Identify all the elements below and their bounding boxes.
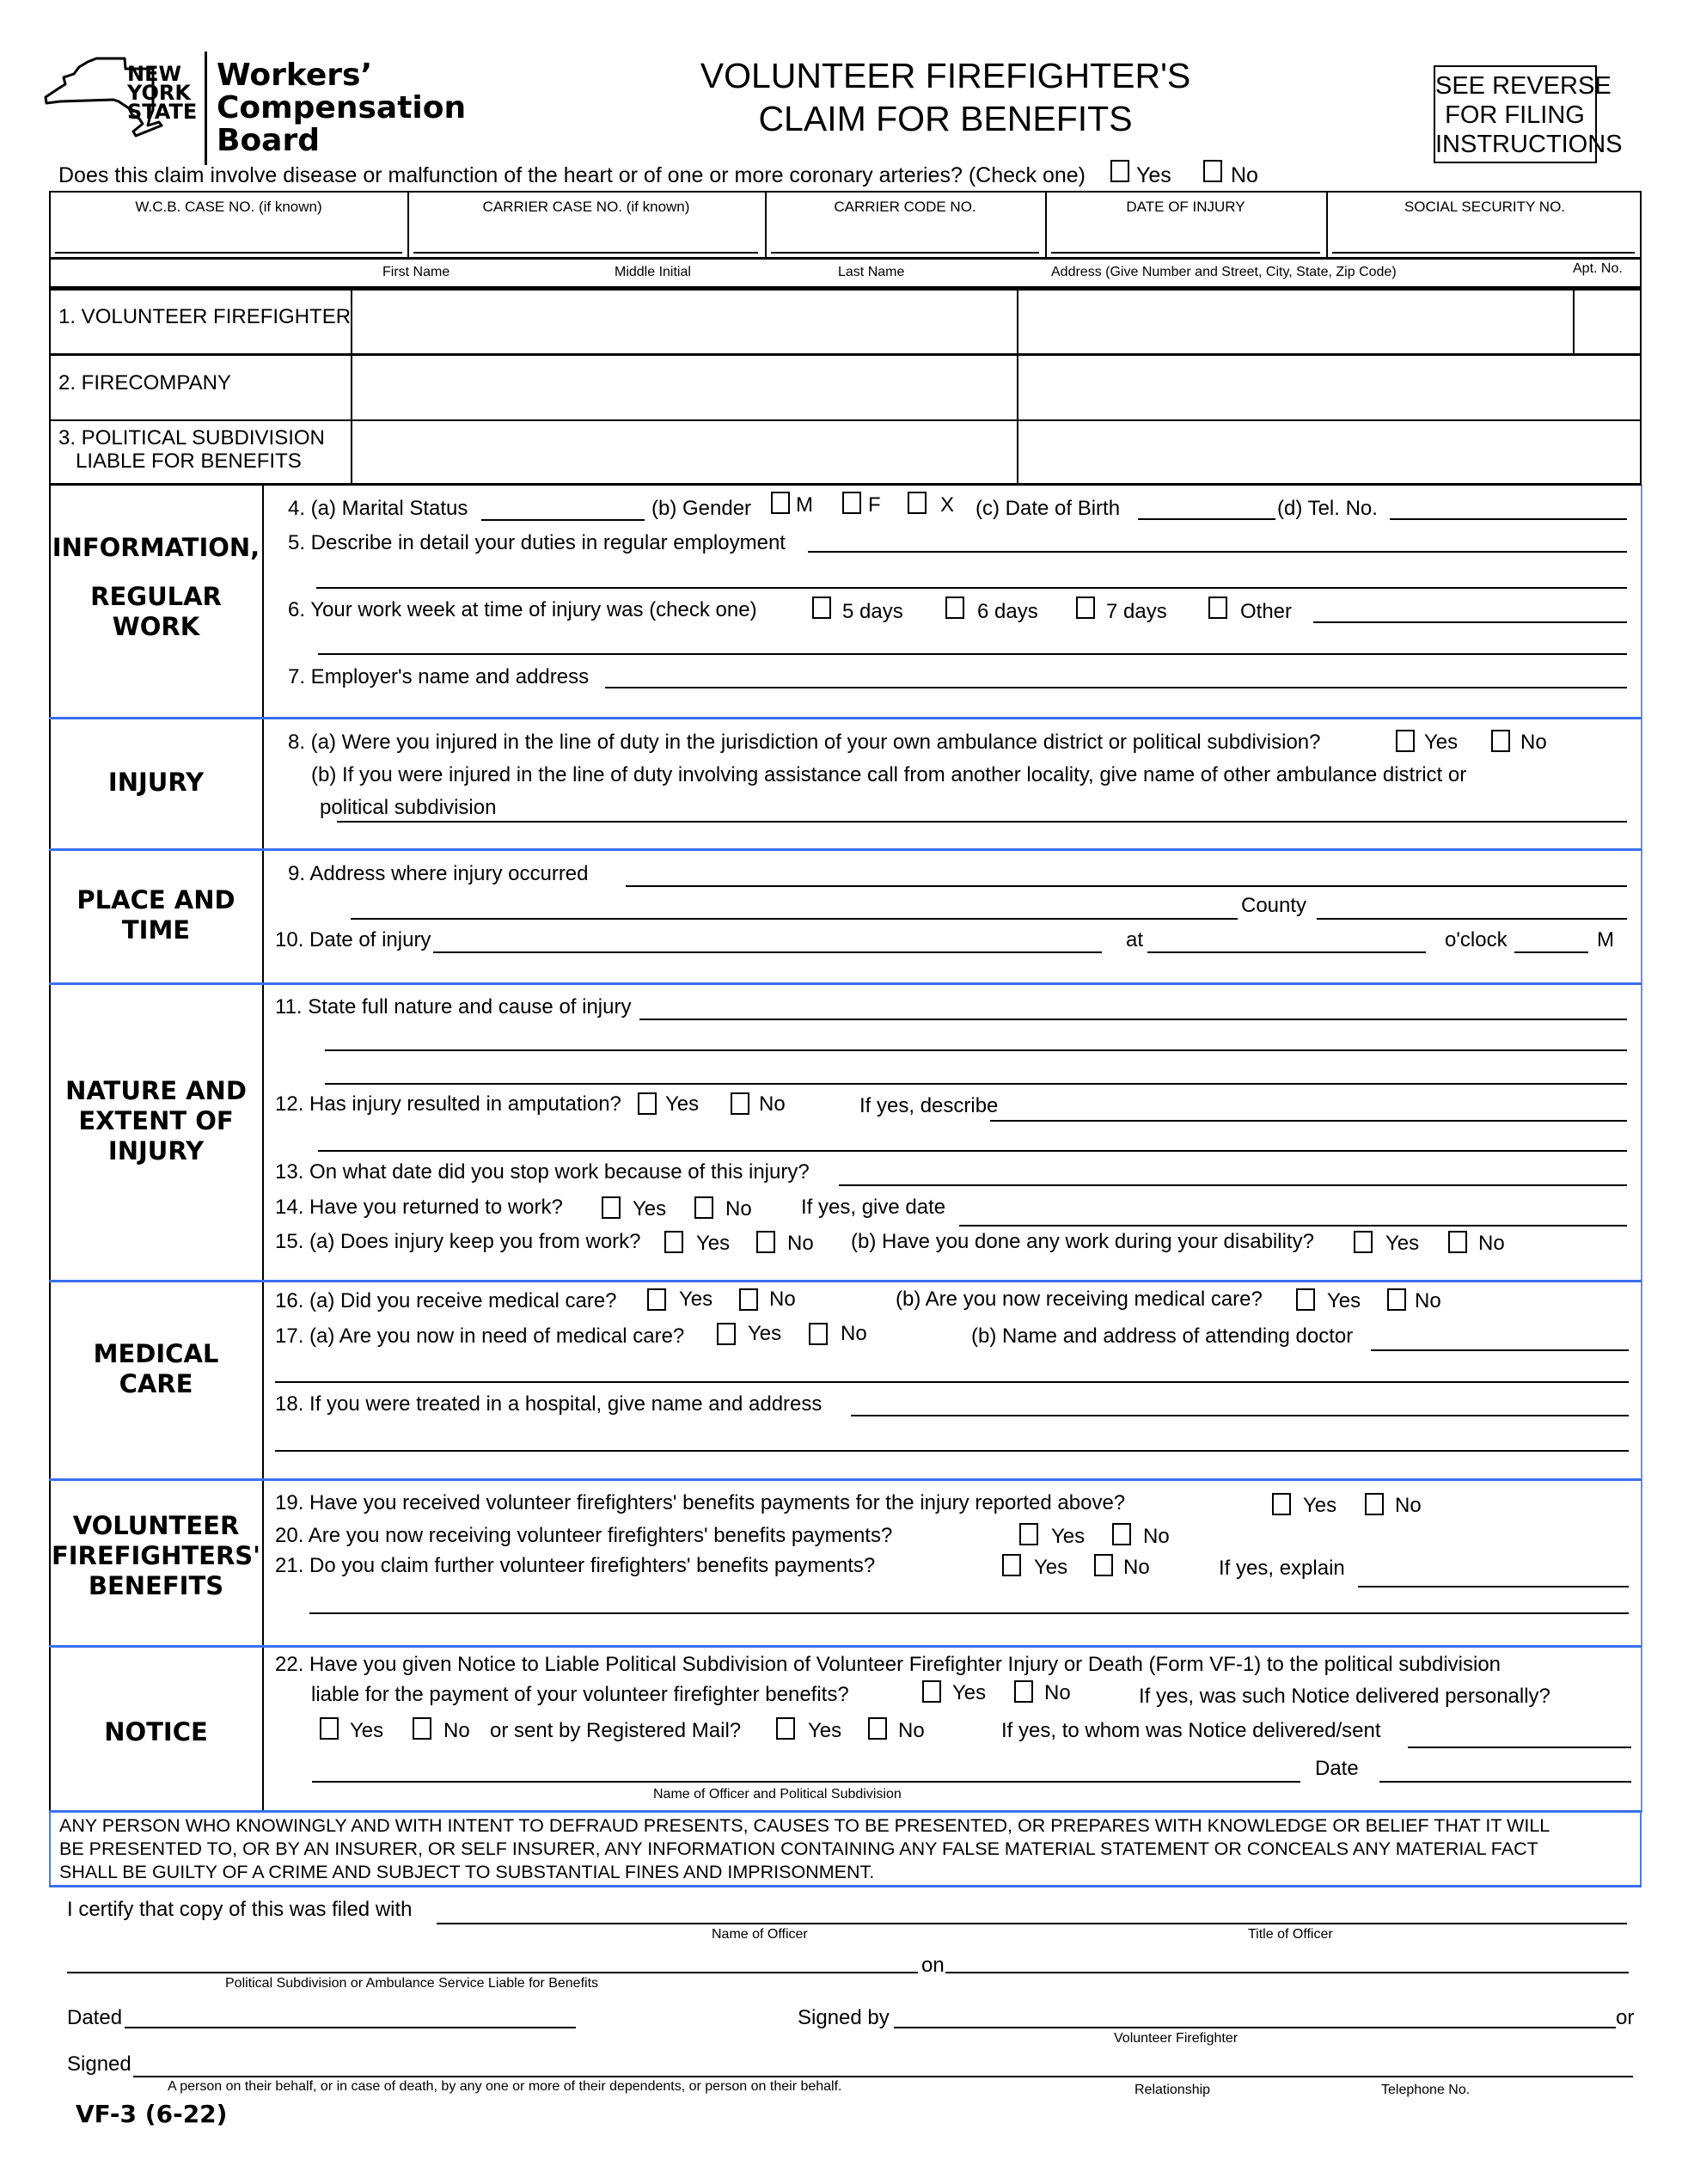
q14-yes-checkbox[interactable] <box>602 1196 621 1219</box>
workweek-6-days-checkbox[interactable] <box>945 596 964 619</box>
sections-right-border <box>1641 485 1642 1813</box>
employer-line <box>605 687 1627 688</box>
gender-m-label: M <box>796 493 813 517</box>
signed-by-line <box>894 2027 1616 2028</box>
m-label: M <box>1597 928 1614 951</box>
first-name-header: First Name <box>382 265 450 279</box>
name-of-officer-caption: Name of Officer <box>712 1927 808 1942</box>
q21-explain-label: If yes, explain <box>1219 1557 1345 1580</box>
signed-on-behalf-line <box>133 2076 1633 2077</box>
see-reverse-line-2: FOR FILING <box>1445 101 1585 129</box>
date-of-injury-header: DATE OF INJURY <box>1126 199 1245 215</box>
logo-agency-line-3: Board <box>217 123 320 158</box>
section-title-nature-line-1: NATURE AND <box>65 1076 247 1105</box>
q8a-no-checkbox[interactable] <box>1491 730 1510 752</box>
q21-no-checkbox[interactable] <box>1094 1554 1113 1576</box>
logo-divider <box>205 52 207 165</box>
q20-no-checkbox[interactable] <box>1112 1523 1131 1545</box>
q14-no-label: No <box>725 1197 752 1220</box>
gender-x-label: X <box>940 493 955 517</box>
registered-mail-yes-label: Yes <box>808 1719 842 1742</box>
last-name-header: Last Name <box>838 265 905 279</box>
injury-address-line-2 <box>351 918 1238 920</box>
notice-date-line <box>1379 1781 1631 1783</box>
workweek-7-days-checkbox[interactable] <box>1076 596 1095 619</box>
injury-time-line <box>1147 951 1426 953</box>
q15a-no-checkbox[interactable] <box>756 1231 775 1253</box>
section-title-place-line-1: PLACE AND <box>76 885 235 915</box>
q21-label: 21. Do you claim further volunteer firefighters' benefits payments? <box>275 1554 876 1577</box>
injury-cause-line-1 <box>639 1019 1627 1020</box>
section-title-info-line-2: REGULAR <box>90 582 222 611</box>
section-title-notice-line-1: NOTICE <box>104 1717 208 1747</box>
q13-label: 13. On what date did you stop work because of this injury? <box>275 1160 810 1184</box>
row-divider-2 <box>49 419 1642 421</box>
q4c-label: (c) Date of Birth <box>975 497 1121 520</box>
section-divider-injury <box>49 717 1642 719</box>
workweek-extra-line <box>318 653 1627 655</box>
q22-label-1: 22. Have you given Notice to Liable Political Subdivision of Volunteer Firefighter Injury or Death (Form VF-1) to the political subdivision <box>275 1653 1501 1676</box>
q17a-yes-checkbox[interactable] <box>717 1323 736 1345</box>
q22-whom-label: If yes, to whom was Notice delivered/sent <box>1001 1719 1381 1742</box>
on-behalf-caption: A person on their behalf, or in case of death, by any one or more of their dependents, or person on their behalf. <box>168 2079 842 2094</box>
section-title-benefits-line-3: BENEFITS <box>88 1571 224 1600</box>
q22-yes-checkbox[interactable] <box>922 1680 941 1703</box>
section-divider-benefits <box>49 1478 1642 1481</box>
certify-label: I certify that copy of this was filed with <box>67 1898 413 1921</box>
section-divider-place <box>49 848 1642 851</box>
am-pm-line <box>1514 951 1588 953</box>
marital-status-line <box>481 519 645 521</box>
row-political-subdivision-label-1: 3. POLITICAL SUBDIVISION <box>58 426 325 450</box>
fraud-warning-line-2: BE PRESENTED TO, OR BY AN INSURER, OR SELF INSURER, ANY INFORMATION CONTAINING ANY FALSE MATERIAL STATEMENT OR CONCEALS ANY MATERIAL FACT <box>59 1838 1538 1859</box>
workweek-other-label: Other <box>1240 600 1293 623</box>
section-title-info <box>50 533 262 642</box>
section-title-medical <box>50 1339 262 1399</box>
delivered-personally-yes-checkbox[interactable] <box>320 1717 339 1740</box>
q20-no-label: No <box>1143 1525 1170 1548</box>
form-title-line-2: CLAIM FOR BENEFITS <box>758 99 1133 138</box>
fraud-warning-box <box>49 1812 1642 1887</box>
q16a-label: 16. (a) Did you receive medical care? <box>275 1289 617 1312</box>
delivered-personally-no-label: No <box>443 1719 470 1742</box>
q4b-label: (b) Gender <box>651 497 752 520</box>
q19-yes-label: Yes <box>1303 1494 1337 1517</box>
form-title-line-1: VOLUNTEER FIREFIGHTER'S <box>700 56 1191 95</box>
injury-cause-line-2 <box>325 1049 1627 1051</box>
q19-no-label: No <box>1395 1494 1422 1517</box>
q12-no-checkbox[interactable] <box>731 1092 749 1115</box>
or-label: or <box>1616 2006 1635 2029</box>
doctor-line-1 <box>1371 1349 1629 1351</box>
section-title-injury <box>50 768 262 798</box>
firecompany-name-input[interactable] <box>356 361 1012 414</box>
section-title-info-line-1: INFORMATION, <box>52 533 260 562</box>
q6-label: 6. Your work week at time of injury was (check one) <box>288 598 757 621</box>
q21-explain-line <box>1358 1586 1629 1588</box>
q17a-yes-label: Yes <box>748 1322 782 1345</box>
q15b-no-checkbox[interactable] <box>1448 1231 1467 1253</box>
section-title-injury-line-1: INJURY <box>107 768 205 797</box>
fraud-warning-line-3: SHALL BE GUILTY OF A CRIME AND SUBJECT TO SUBSTANTIAL FINES AND IMPRISONMENT. <box>59 1862 875 1882</box>
registered-mail-no-checkbox[interactable] <box>868 1717 887 1740</box>
q16a-yes-label: Yes <box>679 1288 713 1311</box>
apt-col-divider <box>1573 288 1575 354</box>
wcb-case-underline <box>55 252 402 254</box>
amputation-describe-line <box>990 1120 1627 1122</box>
firefighter-address-input[interactable] <box>1023 297 1568 346</box>
q19-label: 19. Have you received volunteer firefighters' benefits payments for the injury reported above? <box>275 1491 1126 1514</box>
workweek-other-line <box>1313 621 1627 623</box>
at-label: at <box>1126 928 1144 951</box>
carrier-code-no-input[interactable] <box>770 223 1042 251</box>
firefighter-apt-input[interactable] <box>1578 297 1640 346</box>
workweek-6-days-label: 6 days <box>977 600 1038 623</box>
q18-label: 18. If you were treated in a hospital, give name and address <box>275 1392 823 1416</box>
q14-date-label: If yes, give date <box>801 1196 946 1219</box>
injury-cause-line-3 <box>325 1083 1627 1085</box>
row-volunteer-firefighter-label: 1. VOLUNTEER FIREFIGHTER <box>58 305 352 328</box>
signed-label: Signed <box>67 2052 131 2076</box>
q15a-yes-label: Yes <box>696 1232 731 1255</box>
heart-no-checkbox[interactable] <box>1203 160 1222 182</box>
q16b-yes-checkbox[interactable] <box>1296 1288 1315 1311</box>
section-title-place-line-2: TIME <box>121 915 191 945</box>
carrier-code-no-header: CARRIER CODE NO. <box>834 199 976 215</box>
q21-no-label: No <box>1123 1556 1150 1579</box>
q16a-yes-checkbox[interactable] <box>647 1288 666 1311</box>
other-district-line <box>337 821 1627 823</box>
q14-label: 14. Have you returned to work? <box>275 1196 563 1219</box>
certify-filed-with-line <box>437 1923 1627 1924</box>
q16b-label: (b) Are you now receiving medical care? <box>896 1288 1263 1311</box>
tel-no-line <box>1390 518 1627 520</box>
heart-yes-checkbox[interactable] <box>1110 160 1129 182</box>
dated-line <box>125 2027 576 2028</box>
filed-on-date-line <box>945 1972 1629 1973</box>
q8a-label: 8. (a) Were you injured in the line of duty in the jurisdiction of your own ambulance district or political subdivision? <box>288 731 1321 754</box>
subdivision-caption: Political Subdivision or Ambulance Service Liable for Benefits <box>225 1976 599 1991</box>
dated-label: Dated <box>67 2006 123 2029</box>
date-of-injury-underline <box>1051 252 1320 254</box>
q7-label: 7. Employer's name and address <box>288 665 590 688</box>
q16b-no-checkbox[interactable] <box>1387 1288 1406 1311</box>
section-title-benefits-line-2: FIREFIGHTERS' <box>51 1541 261 1570</box>
apt-no-header: Apt. No. <box>1573 261 1623 276</box>
q12-label: 12. Has injury resulted in amputation? <box>275 1092 621 1116</box>
logo-state-line-3: STATE <box>127 100 198 124</box>
delivered-to-line <box>1408 1747 1631 1748</box>
form-id: VF-3 (6-22) <box>76 2100 228 2128</box>
registered-mail-yes-checkbox[interactable] <box>776 1717 795 1740</box>
section-divider-top <box>49 483 1642 486</box>
q20-label: 20. Are you now receiving volunteer firefighters' benefits payments? <box>275 1524 893 1547</box>
section-title-nature <box>50 1076 262 1166</box>
political-subdivision-name-input[interactable] <box>356 426 1012 480</box>
label-col-divider <box>351 288 352 485</box>
duties-line-1 <box>808 551 1627 553</box>
gender-m-checkbox[interactable] <box>771 492 790 514</box>
carrier-case-underline <box>413 252 758 254</box>
title-of-officer-caption: Title of Officer <box>1248 1927 1333 1942</box>
q12-yes-label: Yes <box>665 1092 700 1116</box>
doctor-line-2 <box>275 1381 1629 1383</box>
q19-yes-checkbox[interactable] <box>1272 1493 1291 1515</box>
q8b-label-2: political subdivision <box>320 796 497 819</box>
q17a-label: 17. (a) Are you now in need of medical care? <box>275 1324 685 1348</box>
return-date-line <box>959 1225 1627 1227</box>
q16a-no-checkbox[interactable] <box>739 1288 758 1311</box>
date-of-birth-line <box>1138 518 1275 520</box>
q17a-no-checkbox[interactable] <box>809 1323 828 1345</box>
heart-no-label: No <box>1231 163 1258 187</box>
logo-state-line-1: NEW <box>127 62 181 86</box>
q8a-yes-label: Yes <box>1424 731 1459 754</box>
logo-agency-line-2: Compensation <box>217 90 467 125</box>
ssn-input[interactable] <box>1332 223 1636 251</box>
firecompany-address-input[interactable] <box>1023 361 1636 414</box>
carrier-case-no-input[interactable] <box>413 223 760 251</box>
address-header: Address (Give Number and Street, City, State, Zip Code) <box>1051 265 1397 279</box>
q17b-label: (b) Name and address of attending doctor <box>971 1324 1354 1348</box>
see-reverse-notice-box <box>1434 65 1623 163</box>
sections-label-divider <box>262 485 264 1813</box>
q11-label: 11. State full nature and cause of injury <box>275 995 632 1019</box>
q4a-label: 4. (a) Marital Status <box>288 497 468 520</box>
q8a-yes-checkbox[interactable] <box>1396 730 1415 752</box>
q14-yes-label: Yes <box>633 1197 667 1220</box>
q21-yes-label: Yes <box>1034 1556 1068 1579</box>
injury-address-line <box>626 885 1627 887</box>
fraud-box-bottom-border <box>49 1885 1642 1887</box>
q4d-label: (d) Tel. No. <box>1277 497 1378 520</box>
q8b-label: (b) If you were injured in the line of duty involving assistance call from another locality, give name of other ambulance district or <box>311 763 1467 786</box>
duties-line-2 <box>316 587 1627 589</box>
hospital-line-2 <box>275 1450 1629 1452</box>
q19-no-checkbox[interactable] <box>1365 1493 1384 1515</box>
row-firecompany-label: 2. FIRECOMPANY <box>58 371 231 395</box>
firefighter-name-input[interactable] <box>356 297 1012 346</box>
hospital-line-1 <box>851 1415 1629 1416</box>
q12-yes-checkbox[interactable] <box>638 1092 657 1115</box>
q15a-label: 15. (a) Does injury keep you from work? <box>275 1230 641 1253</box>
officer-subdivision-line <box>312 1781 1300 1783</box>
q22-no-label: No <box>1044 1681 1071 1704</box>
section-title-medical-line-1: MEDICAL <box>93 1339 219 1368</box>
q8a-no-label: No <box>1520 731 1547 754</box>
see-reverse-line-1: SEE REVERSE <box>1435 72 1612 100</box>
q15a-no-label: No <box>787 1232 814 1255</box>
q22-personally-label: If yes, was such Notice delivered personally? <box>1139 1685 1550 1708</box>
q20-yes-label: Yes <box>1051 1525 1086 1548</box>
q14-no-checkbox[interactable] <box>694 1196 713 1219</box>
q15b-label: (b) Have you done any work during your disability? <box>851 1230 1314 1253</box>
fraud-warning-line-1: ANY PERSON WHO KNOWINGLY AND WITH INTENT TO DEFRAUD PRESENTS, CAUSES TO BE PRESENTED, OR PREPARES WITH KNOWLEDGE OR BELIEF THAT IT WILL <box>59 1815 1550 1836</box>
address-col-divider <box>1017 288 1018 485</box>
q15a-yes-checkbox[interactable] <box>664 1231 683 1253</box>
relationship-caption: Relationship <box>1135 2083 1211 2097</box>
date-of-injury-input[interactable] <box>1050 223 1322 251</box>
amputation-describe-line-2 <box>318 1150 1627 1152</box>
q22-no-checkbox[interactable] <box>1014 1680 1033 1703</box>
carrier-code-underline <box>771 252 1039 254</box>
gender-f-checkbox[interactable] <box>842 492 861 514</box>
telephone-caption: Telephone No. <box>1381 2083 1471 2097</box>
heart-question: Does this claim involve disease or malfunction of the heart or of one or more coronary arteries? (Check one) <box>58 163 1086 187</box>
heart-yes-label: Yes <box>1136 163 1171 187</box>
section-title-benefits-line-1: VOLUNTEER <box>72 1511 240 1540</box>
section-divider-medical <box>49 1280 1642 1282</box>
q16b-no-label: No <box>1415 1289 1441 1312</box>
middle-initial-header: Middle Initial <box>615 265 691 279</box>
row-divider-1 <box>49 353 1642 356</box>
ssn-underline <box>1332 252 1635 254</box>
section-title-info-line-3: WORK <box>112 612 200 641</box>
gender-f-label: F <box>868 493 881 517</box>
workweek-5-days-checkbox[interactable] <box>812 596 831 619</box>
wcb-case-no-header: W.C.B. CASE NO. (if known) <box>135 199 322 215</box>
section-title-medical-line-2: CARE <box>119 1369 193 1398</box>
q9-label: 9. Address where injury occurred <box>288 862 589 885</box>
wcb-case-no-input[interactable] <box>55 223 402 251</box>
q15b-yes-label: Yes <box>1385 1232 1420 1255</box>
section-divider-nature <box>49 982 1642 985</box>
q22-yes-label: Yes <box>952 1681 987 1704</box>
q10-label: 10. Date of injury <box>275 928 431 951</box>
section-title-notice <box>50 1717 262 1747</box>
see-reverse-line-3: INSTRUCTIONS <box>1435 131 1623 158</box>
q22-date-label: Date <box>1315 1757 1359 1780</box>
volunteer-firefighter-caption: Volunteer Firefighter <box>1114 2031 1238 2046</box>
q21-explain-line-2 <box>309 1612 1629 1614</box>
delivered-personally-yes-label: Yes <box>350 1719 384 1742</box>
section-title-place <box>50 885 262 945</box>
subdivision-line <box>67 1972 918 1973</box>
registered-mail-no-label: No <box>898 1719 925 1742</box>
section-title-nature-line-3: INJURY <box>107 1136 205 1165</box>
carrier-case-no-header: CARRIER CASE NO. (if known) <box>482 199 690 215</box>
officer-subdivision-caption: Name of Officer and Political Subdivision <box>653 1787 902 1802</box>
workweek-5-days-label: 5 days <box>842 600 903 623</box>
q16b-yes-label: Yes <box>1327 1289 1361 1312</box>
q15b-yes-checkbox[interactable] <box>1354 1231 1373 1253</box>
oclock-label: o'clock <box>1445 928 1508 951</box>
q17a-no-label: No <box>841 1322 867 1345</box>
row-political-subdivision-label-2: LIABLE FOR BENEFITS <box>76 450 302 473</box>
registered-mail-label: or sent by Registered Mail? <box>490 1719 742 1742</box>
q16a-no-label: No <box>769 1288 796 1311</box>
on-label: on <box>921 1954 945 1977</box>
section-title-benefits <box>50 1511 262 1601</box>
workweek-other-checkbox[interactable] <box>1208 596 1227 619</box>
q22-label-2: liable for the payment of your volunteer firefighter benefits? <box>311 1683 849 1706</box>
county-line <box>1317 918 1627 920</box>
delivered-personally-no-checkbox[interactable] <box>413 1717 431 1740</box>
stop-work-date-line <box>839 1184 1627 1186</box>
q21-yes-checkbox[interactable] <box>1002 1554 1021 1576</box>
political-subdivision-address-input[interactable] <box>1023 426 1636 480</box>
logo-state-line-2: YORK <box>127 81 192 105</box>
logo-agency-line-1: Workers’ <box>217 58 373 93</box>
section-title-nature-line-2: EXTENT OF <box>78 1106 234 1135</box>
county-label: County <box>1241 894 1307 917</box>
workweek-7-days-label: 7 days <box>1106 600 1167 623</box>
case-row-divider <box>49 257 1642 260</box>
gender-x-checkbox[interactable] <box>908 492 927 514</box>
q12-describe-label: If yes, describe <box>859 1094 999 1117</box>
q20-yes-checkbox[interactable] <box>1019 1523 1038 1545</box>
ssn-header: SOCIAL SECURITY NO. <box>1404 199 1566 215</box>
section-divider-notice <box>49 1645 1642 1648</box>
q12-no-label: No <box>759 1092 786 1116</box>
injury-date-line <box>433 951 1102 953</box>
q5-label: 5. Describe in detail your duties in regular employment <box>288 531 786 554</box>
q15b-no-label: No <box>1478 1232 1505 1255</box>
signed-by-label: Signed by <box>798 2006 890 2029</box>
